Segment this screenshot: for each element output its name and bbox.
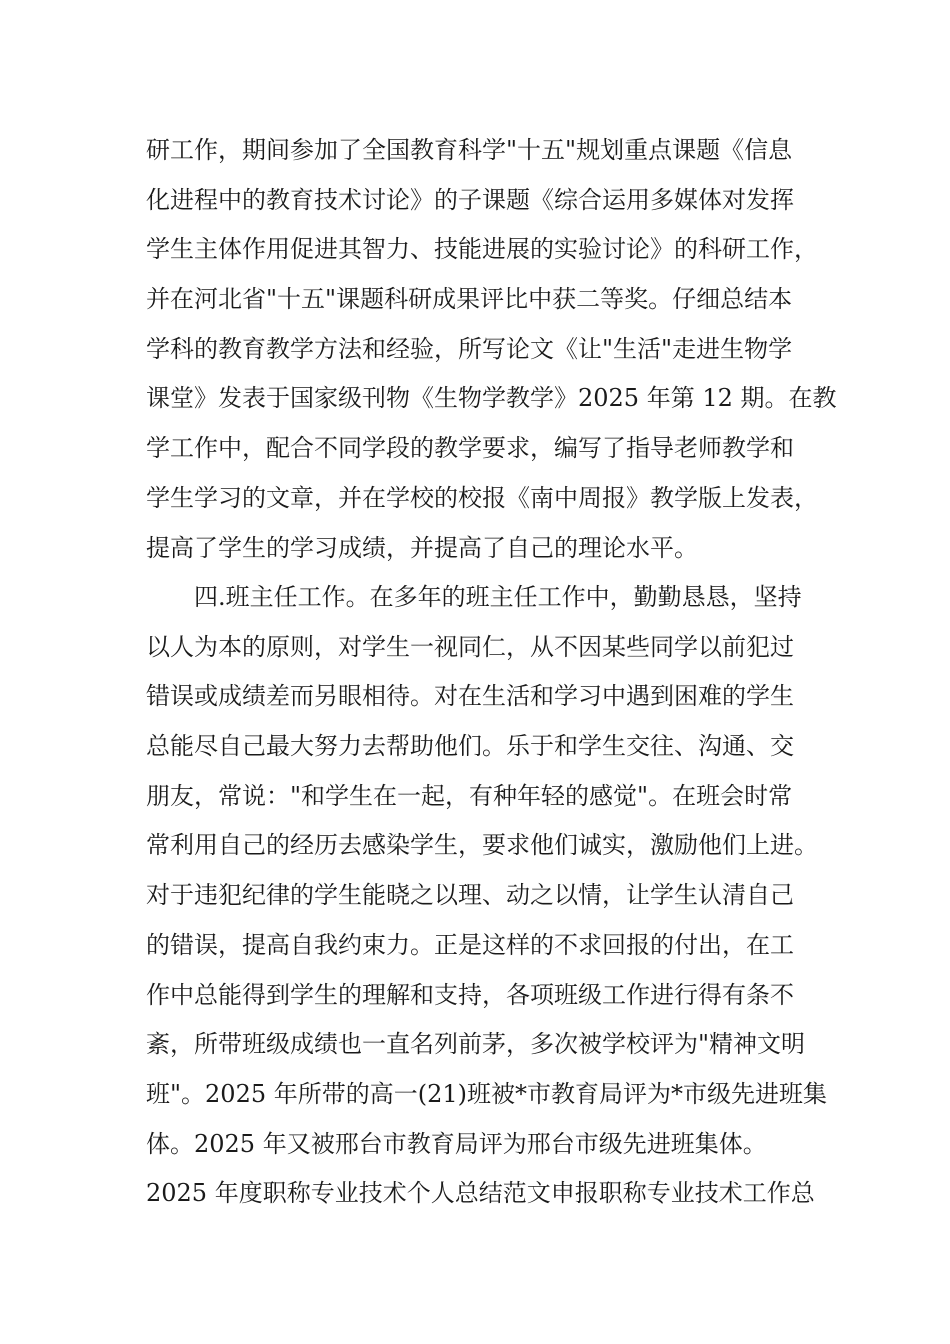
- text-line: 紊，所带班级成绩也一直名列前茅，多次被学校评为"精神文明: [146, 1030, 806, 1059]
- paragraph-next-document-title: [146, 1169, 826, 1219]
- text-line: 的错误，提高自我约束力。正是这样的不求回报的付出，在工: [146, 930, 794, 959]
- paragraph-class-teacher-work: [146, 573, 826, 1169]
- text-line: 学科的教育教学方法和经验，所写论文《让"生活"走进生物学: [146, 334, 793, 363]
- text-line: 体。2025 年又被邢台市教育局评为邢台市级先进班集体。: [146, 1129, 767, 1158]
- text-line: 学生学习的文章，并在学校的校报《南中周报》教学版上发表，: [146, 483, 818, 512]
- text-line: 并在河北省"十五"课题科研成果评比中获二等奖。仔细总结本: [146, 285, 793, 314]
- text-line: 错误或成绩差而另眼相待。对在生活和学习中遇到困难的学生: [146, 682, 794, 711]
- text-line: 朋友，常说："和学生在一起，有种年轻的感觉"。在班会时常: [146, 781, 793, 810]
- text-line: 作中总能得到学生的理解和支持，各项班级工作进行得有条不: [146, 980, 794, 1009]
- text-line: 化进程中的教育技术讨论》的子课题《综合运用多媒体对发挥: [146, 185, 794, 214]
- text-line: 班"。2025 年所带的高一(21)班被*市教育局评为*市级先进班集: [146, 1079, 828, 1108]
- text-line: 提高了学生的学习成绩，并提高了自己的理论水平。: [146, 533, 698, 562]
- text-line: 以人为本的原则，对学生一视同仁，从不因某些同学以前犯过: [146, 632, 794, 661]
- text-line: 对于违犯纪律的学生能晓之以理、动之以情，让学生认清自己: [146, 881, 794, 910]
- text-line: 总能尽自己最大努力去帮助他们。乐于和学生交往、沟通、交: [146, 732, 794, 761]
- text-line: 四.班主任工作。在多年的班主任工作中，勤勤恳恳，坚持: [146, 583, 802, 611]
- text-line: 2025 年度职称专业技术个人总结范文申报职称专业技术工作总: [146, 1179, 815, 1207]
- text-line: 常利用自己的经历去感染学生，要求他们诚实，激励他们上进。: [146, 831, 818, 860]
- text-line: 学生主体作用促进其智力、技能进展的实验讨论》的科研工作，: [146, 235, 818, 264]
- text-line: 课堂》发表于国家级刊物《生物学教学》2025 年第 12 期。在教: [146, 384, 837, 413]
- text-line: 研工作，期间参加了全国教育科学"十五"规划重点课题《信息: [146, 136, 793, 164]
- paragraph-research-work: [146, 126, 837, 573]
- text-line: 学工作中，配合不同学段的教学要求，编写了指导老师教学和: [146, 434, 794, 463]
